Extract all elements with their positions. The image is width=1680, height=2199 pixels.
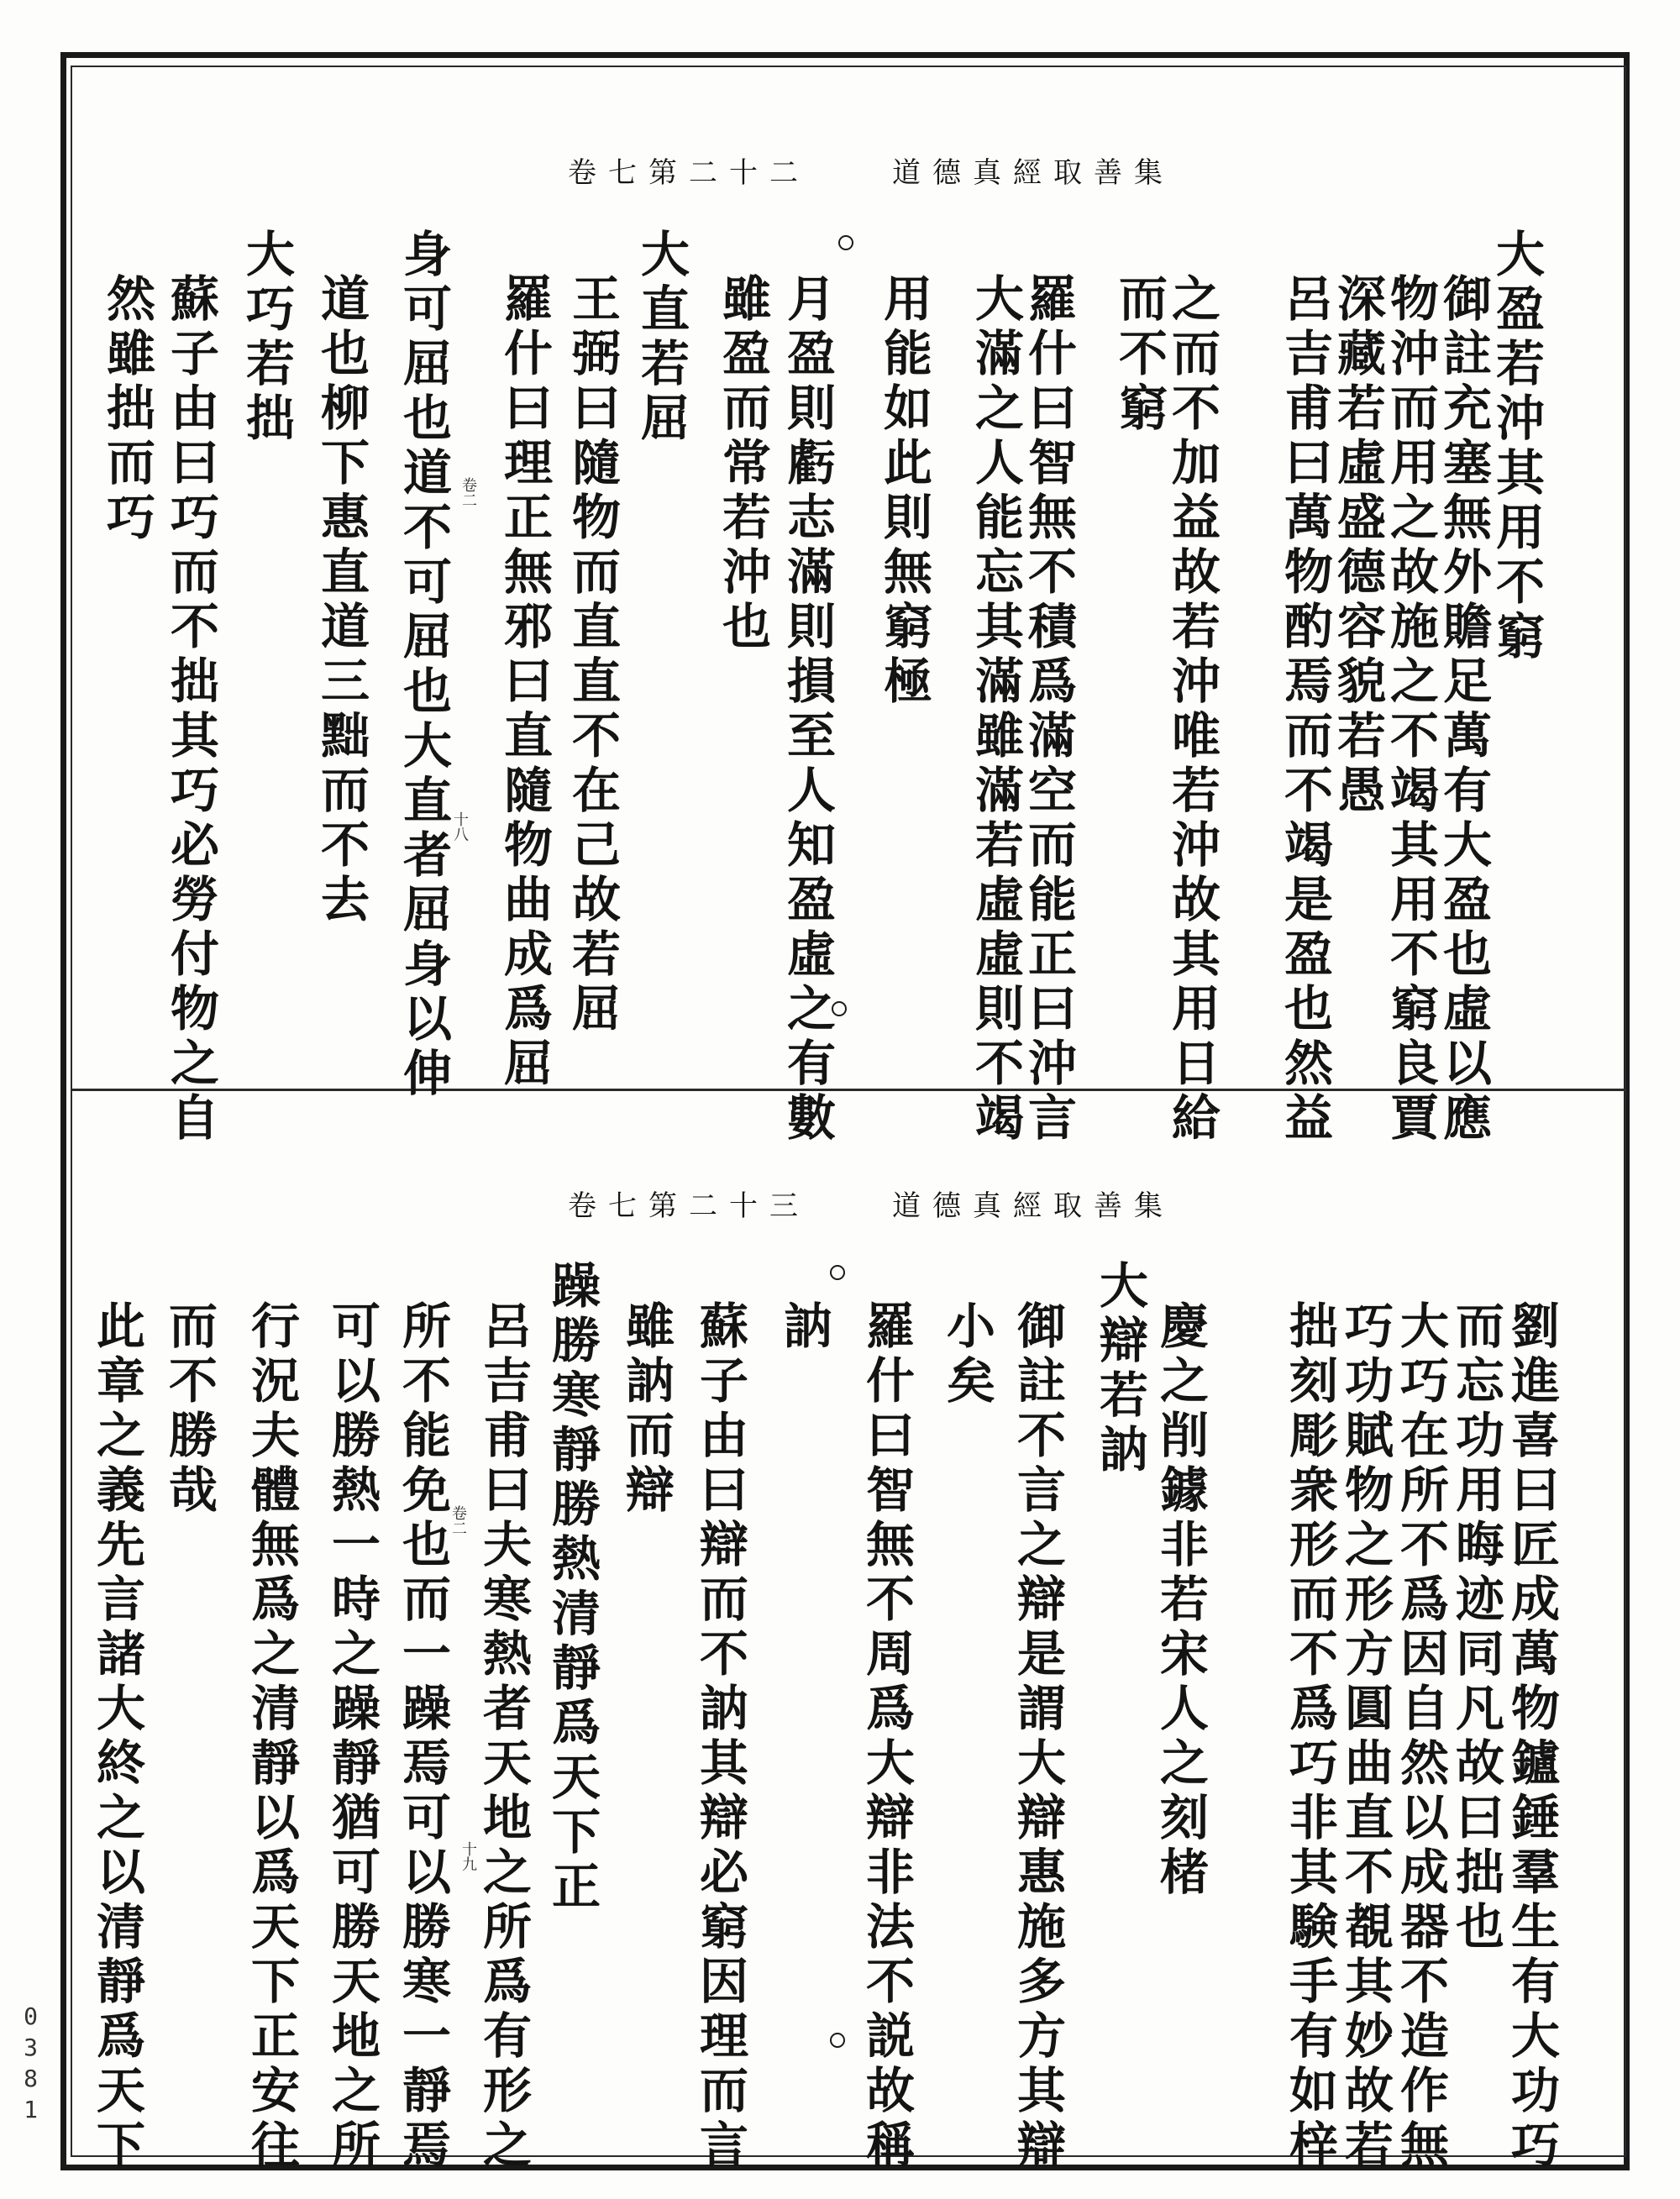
text-column: 大巧在所不爲因自然以成器不造作無 xyxy=(1392,1300,1449,2174)
header-title: 道德真經取善集 xyxy=(892,156,1174,190)
text-column: 王弼曰隨物而直直不在己故若屈 xyxy=(564,273,621,1037)
text-column: 身可屈也道不可屈也大直者屈身以伸 xyxy=(395,228,452,1102)
text-column: 而忘功用晦迹同凡故曰拙也 xyxy=(1447,1300,1504,1955)
text-column: 御註不言之辯是謂大辯惠施多方其辯 xyxy=(1009,1300,1066,2174)
text-column: 之而不加益故若沖唯若沖故其用日給 xyxy=(1163,273,1221,1147)
text-column: 月盈則虧志滿則損至人知盈虛之有數 xyxy=(779,273,836,1147)
text-column: 巧功賦物之形方圓曲直不覩其妙故若 xyxy=(1336,1300,1394,2174)
margin-note: 十八 xyxy=(451,811,469,842)
text-column: 行況夫體無爲之清靜以爲天下正安往 xyxy=(243,1300,300,2174)
circle-marker-icon xyxy=(830,1265,845,1280)
header-title: 道德真經取善集 xyxy=(892,1189,1174,1223)
text-column: 御註充塞無外贍足萬有大盈也虛以應 xyxy=(1435,273,1492,1147)
text-column: 物沖而用之故施之不竭其用不窮良賈 xyxy=(1382,273,1439,1147)
top-page-header xyxy=(0,150,1680,190)
text-column: 大直若屈 xyxy=(633,228,690,447)
text-column: 羅什曰智無不周爲大辯非法不説故稱 xyxy=(858,1300,915,2174)
text-column: 躁勝寒靜勝熱清靜爲天下正 xyxy=(543,1260,601,1915)
text-column: 大巧若拙 xyxy=(238,228,295,447)
text-column: 呂吉甫曰萬物酌焉而不竭是盈也然益 xyxy=(1276,273,1333,1147)
margin-note: 十九 xyxy=(459,1841,477,1871)
circle-marker-icon xyxy=(838,235,853,250)
header-volume: 卷七第二十三 xyxy=(568,1189,810,1223)
text-column: 大盈若沖其用不窮 xyxy=(1488,228,1545,665)
text-column: 呂吉甫曰夫寒熱者天地之所爲有形之 xyxy=(475,1300,532,2174)
text-column: 羅什曰智無不積爲滿空而能正曰沖言 xyxy=(1020,273,1077,1147)
text-column: 而不勝哉 xyxy=(160,1300,218,1519)
text-column: 大滿之人能忘其滿雖滿若虛虛則不竭 xyxy=(967,273,1024,1147)
text-column: 道也柳下惠直道三黜而不去 xyxy=(312,273,370,928)
text-column: 所不能免也而一躁焉可以勝寒一靜焉 xyxy=(394,1300,451,2174)
margin-note: 卷二 xyxy=(459,477,477,507)
text-column: 小矣 xyxy=(938,1300,995,1409)
bottom-page-header xyxy=(0,1183,1680,1223)
margin-note: 卷二 xyxy=(449,1505,467,1535)
text-column: 劉進喜曰匠成萬物鑪錘羣生有大功巧 xyxy=(1503,1300,1560,2174)
header-volume: 卷七第二十二 xyxy=(568,156,810,190)
text-column: 訥 xyxy=(775,1300,832,1355)
text-column: 可以勝熱一時之躁靜猶可勝天地之所 xyxy=(323,1300,381,2174)
text-column: 雖訥而辯 xyxy=(617,1300,675,1519)
text-column: 大辯若訥 xyxy=(1091,1260,1148,1478)
text-column: 羅什曰理正無邪曰直隨物曲成爲屈 xyxy=(496,273,553,1092)
text-column: 深藏若虛盛德容貌若愚 xyxy=(1329,273,1386,819)
text-column: 蘇子由曰辯而不訥其辯必窮因理而言 xyxy=(691,1300,748,2174)
text-column: 雖盈而常若沖也 xyxy=(714,273,771,655)
text-column: 用能如此則無窮極 xyxy=(875,273,932,710)
text-column: 而不窮 xyxy=(1110,273,1168,437)
text-column: 慶之削鐻非若宋人之刻楮 xyxy=(1152,1300,1209,1901)
text-column: 拙刻彫衆形而不爲巧非其験手有如梓 xyxy=(1281,1300,1338,2174)
text-column: 蘇子由曰巧而不拙其巧必勞付物之自 xyxy=(162,273,219,1147)
text-column: 然雖拙而巧 xyxy=(98,273,155,546)
circle-marker-icon xyxy=(830,2033,845,2048)
page-number: 0381 xyxy=(17,2002,45,2127)
text-column: 此章之義先言諸大終之以清靜爲天下 xyxy=(88,1300,145,2174)
circle-marker-icon xyxy=(832,1001,847,1016)
